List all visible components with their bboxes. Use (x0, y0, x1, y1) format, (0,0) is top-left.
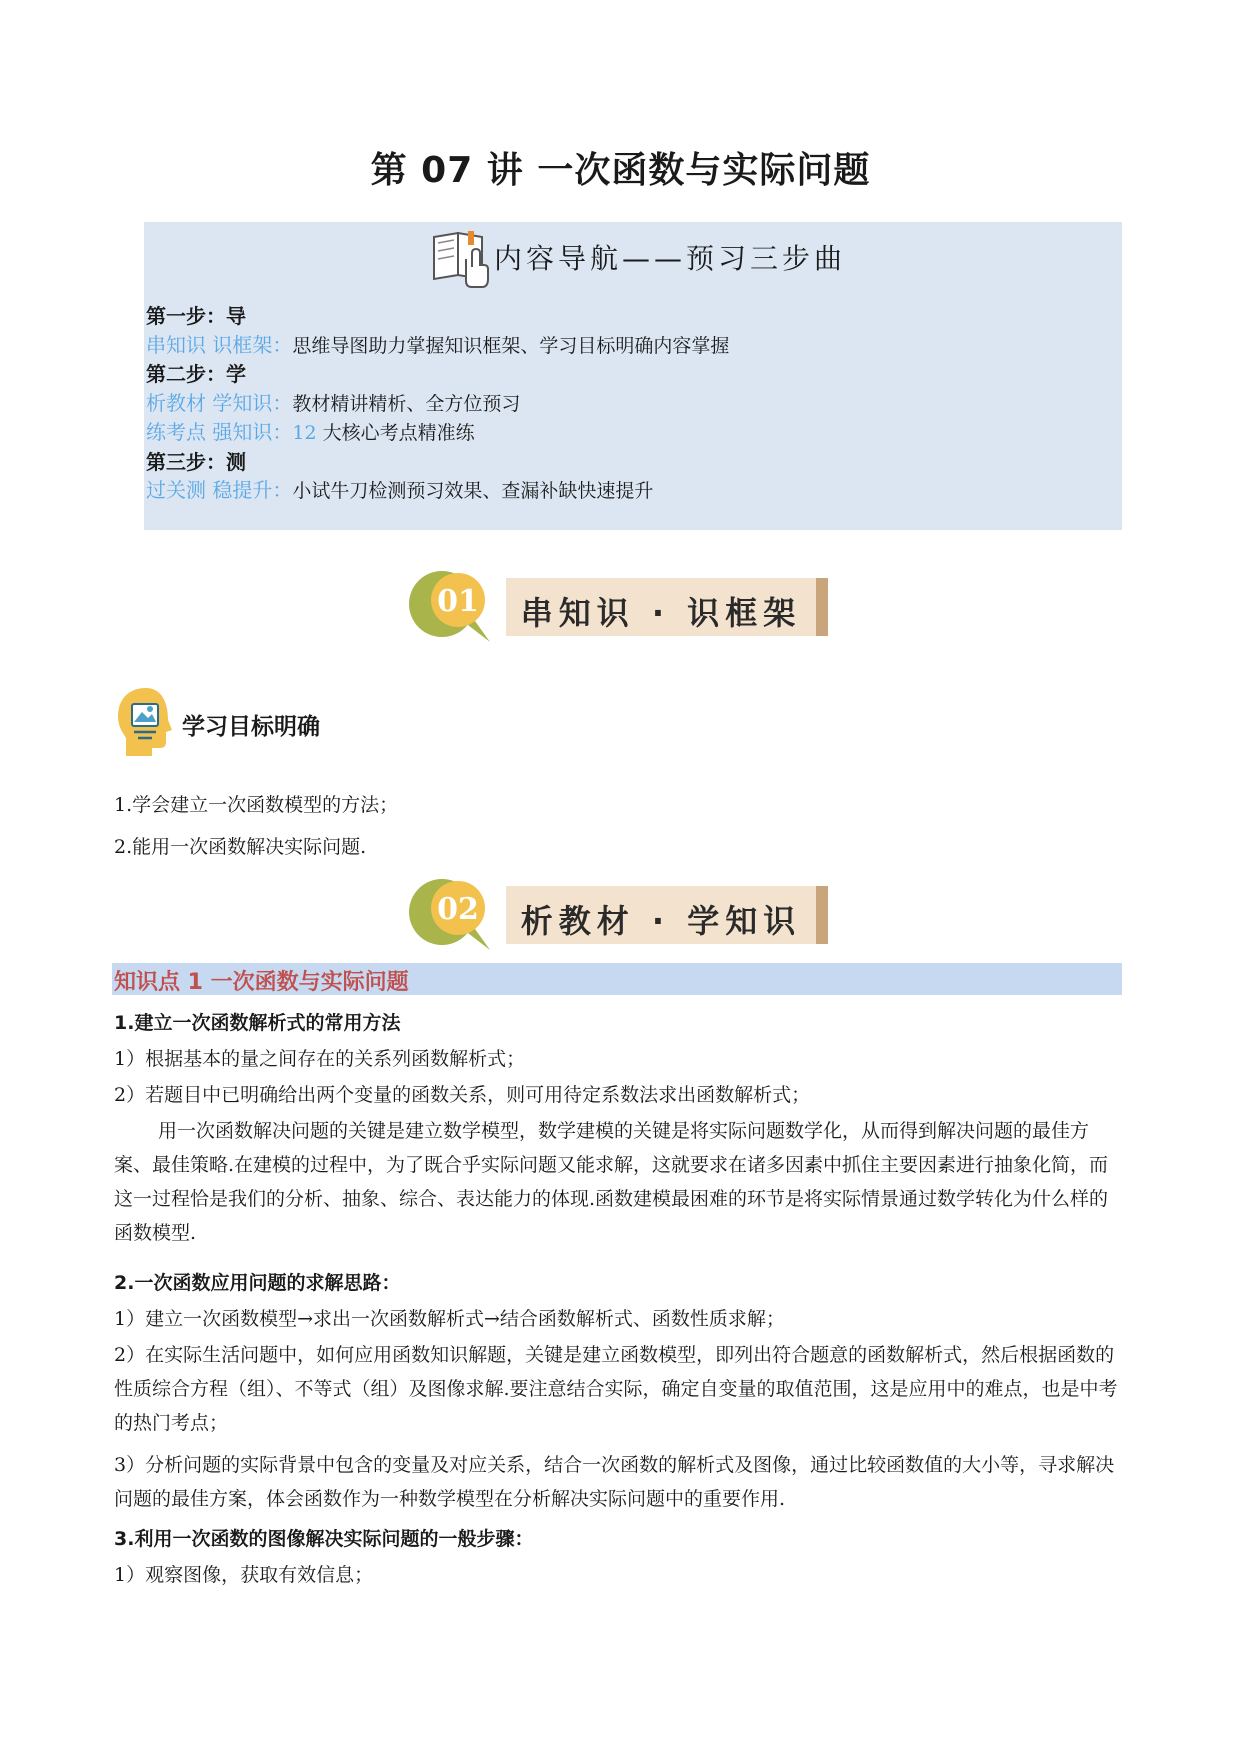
step-3-item-label: 过关测 稳提升： (146, 478, 293, 502)
section-2-tag (506, 886, 828, 944)
knowledge-point-title: 知识点 1 一次函数与实际问题 (114, 970, 409, 995)
step-2-item-2-label: 练考点 强知识： (146, 420, 293, 444)
head-target-icon (116, 686, 176, 758)
heading-2: 2.一次函数应用问题的求解思路： (114, 1272, 401, 1294)
step-2-item-1-text: 教材精讲精析、全方位预习 (292, 392, 521, 415)
knowledge-point-bar (112, 963, 1122, 995)
goal-item-2: 2.能用一次函数解决实际问题. (114, 836, 367, 858)
paragraph-1: 1）根据基本的量之间存在的关系列函数解析式； (114, 1048, 526, 1070)
learning-goals-heading: 学习目标明确 (182, 714, 320, 740)
speech-bubble-badge-icon (404, 570, 500, 646)
step-1-item (146, 331, 729, 361)
step-1-heading: 第一步：导 (146, 304, 246, 328)
step-2-item-2-text: 大核心考点精准练 (316, 422, 475, 444)
paragraph-5: 2）在实际生活问题中，如何应用函数知识解题，关键是建立函数模型，即列出符合题意的函数解析式，然后根据函数的性质综合方程（组）、不等式（组）及图像求解.要注意结合实际，确定自变量的取值范围，这是应用中的难点，也是中考的热门考点； (114, 1344, 1118, 1434)
paragraph-4: 1）建立一次函数模型→求出一次函数解析式→结合函数解析式、函数性质求解； (114, 1308, 785, 1330)
speech-bubble-badge-icon (404, 878, 500, 954)
nav-header (430, 222, 846, 292)
step-1-item-text: 思维导图助力掌握知识框架、学习目标明确内容掌握 (292, 334, 730, 357)
section-1-label: 串知识 · 识框架 (520, 594, 802, 632)
page-title: 第 07 讲 一次函数与实际问题 (370, 150, 871, 191)
goal-item-1: 1.学会建立一次函数模型的方法； (114, 794, 399, 816)
step-3-heading: 第三步：测 (146, 449, 246, 474)
section-2-label: 析教材 · 学知识 (520, 902, 802, 940)
section-banner-2 (404, 878, 834, 954)
section-banner-1 (404, 570, 834, 646)
step-1-item-label: 串知识 识框架： (146, 332, 293, 357)
step-2-item-1-label: 析教材 学知识： (146, 390, 293, 415)
step-2-heading: 第二步：学 (146, 362, 246, 386)
paragraph-2: 2）若题目中已明确给出两个变量的函数关系，则可用待定系数法求出函数解析式； (114, 1084, 811, 1106)
section-2-number: 02 (437, 892, 479, 927)
heading-1: 1.建立一次函数解析式的常用方法 (114, 1012, 401, 1034)
heading-3: 3.利用一次函数的图像解决实际问题的一般步骤： (114, 1528, 534, 1550)
step-2-item-2 (146, 418, 729, 448)
step-2-item-1 (146, 389, 729, 419)
step-2-item-2-number: 12 (292, 422, 317, 444)
step-3-item-text: 小试牛刀检测预习效果、查漏补缺快速提升 (292, 480, 654, 502)
section-1-number: 01 (437, 584, 479, 619)
nav-header-text: 内容导航——预习三步曲 (494, 242, 847, 275)
paragraph-6: 3）分析问题的实际背景中包含的变量及对应关系，结合一次函数的解析式及图像，通过比较函数值的大小等，寻求解决问题的最佳方案，体会函数作为一种数学模型在分析解决实际问题中的重要作用. (114, 1454, 1115, 1510)
tag-edge (816, 886, 828, 944)
section-1-tag (506, 578, 828, 636)
book-pointer-icon (430, 225, 490, 289)
nav-steps (146, 302, 729, 506)
content-navigation-box (144, 222, 1122, 530)
paragraph-3: 用一次函数解决问题的关键是建立数学模型，数学建模的关键是将实际问题数学化，从而得到解决问题的最佳方案、最佳策略.在建模的过程中，为了既合乎实际问题又能求解，这就要求在诸多因素中抓住主要因素进行抽象化简，而这一过程恰是我们的分析、抽象、综合、表达能力的体现.函数建模最困难的环节是将实际情景通过数学转化为什么样的函数模型. (114, 1120, 1109, 1244)
paragraph-7: 1）观察图像，获取有效信息； (114, 1564, 374, 1586)
tag-edge (816, 578, 828, 636)
step-3-item (146, 476, 729, 506)
